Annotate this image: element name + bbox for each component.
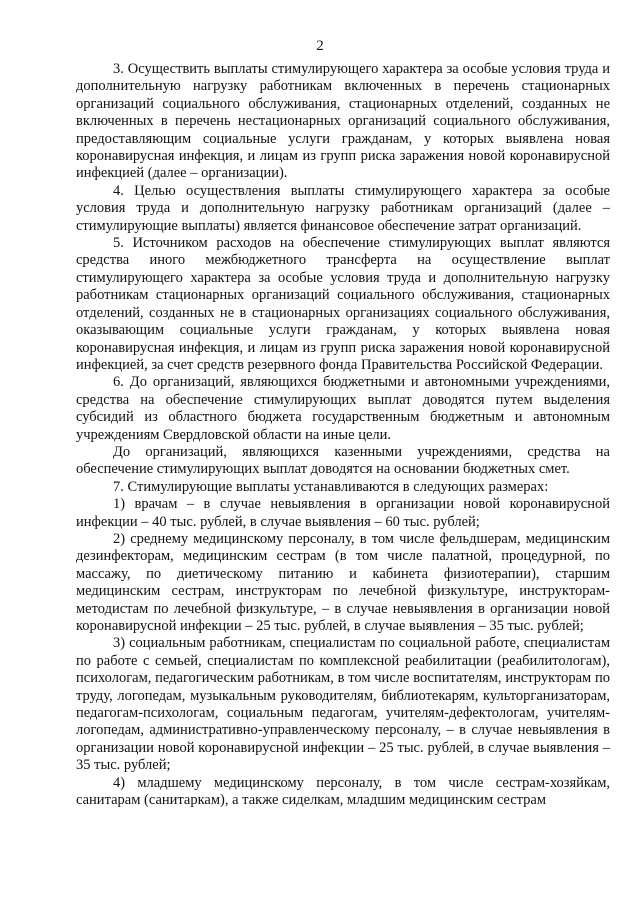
paragraph-7-item-4: 4) младшему медицинскому персоналу, в том числе сестрам-хозяйкам, санитарам (санитаркам), а также сиделкам, младшим медицинским сестрам	[76, 774, 610, 809]
paragraph-7-item-1: 1) врачам – в случае невыявления в организации новой коронавирусной инфекции – 40 тыс. рублей, в случае выявления – 60 тыс. рублей;	[76, 496, 610, 530]
paragraph-6-treasury: До организаций, являющихся казенными учреждениями, средства на обеспечение стимулирующих выплат доводятся на основании бюджетных смет.	[76, 443, 610, 478]
paragraph-3: 3. Осуществить выплаты стимулирующего характера за особые условия труда и дополнительную нагрузку работникам включенных в перечень стационарных организаций социального обслуживания, стационарных отделений, созданных не включенных в перечень нестационарных организаций социального обслуживания, предоставляющим социальные услуги гражданам, у которых выявлена новая коронавирусная инфекция, и лицам из групп риска заражения новой коронавирусной инфекцией (далее – организации).	[76, 61, 610, 182]
paragraph-6: 6. До организаций, являющихся бюджетными и автономными учреждениями, средства на обеспечение стимулирующих выплат доводятся путем выделения субсидий из областного бюджета государственным бюджетным и автономным учреждениям Свердловской области на иные цели.	[76, 374, 610, 443]
paragraph-7-item-3: 3) социальным работникам, специалистам по социальной работе, специалистам по работе с семьей, специалистам по комплексной реабилитации (реабилитологам), психологам, педагогическим работникам, в том числе воспитателям, инструкторам по труду, логопедам, музыкальным руководителям, библиотекарям, культорганизаторам, педагогам-психологам, социальным педагогам, учителям-дефектологам, учителям-логопедам, административно-управленческому персоналу, – в случае невыявления в организации новой коронавирусной инфекции – 25 тыс. рублей, в случае выявления – 35 тыс. рублей;	[76, 635, 610, 774]
paragraph-7-item-2: 2) среднему медицинскому персоналу, в том числе фельдшерам, медицинским дезинфекторам, медицинским сестрам (в том числе палатной, процедурной, по массажу, по диетическому питанию и кабинета физиотерапии), старшим медицинским сестрам, инструкторам по лечебной физкультуре, инструкторам-методистам по лечебной физкультуре, – в случае невыявления в организации новой коронавирусной инфекции – 25 тыс. рублей, в случае выявления – 35 тыс. рублей;	[76, 530, 610, 634]
paragraph-4: 4. Целью осуществления выплаты стимулирующего характера за особые условия труда и дополнительную нагрузку работникам организаций (далее – стимулирующие выплаты) является финансовое обеспечение затрат организаций.	[76, 182, 610, 234]
paragraph-5: 5. Источником расходов на обеспечение стимулирующих выплат являются средства иного межбюджетного трансферта на осуществление выплат стимулирующего характера за особые условия труда и дополнительную нагрузку работникам стационарных организаций социального обслуживания, стационарных отделений, созданных не в стационарных организациях социального обслуживания, оказывающим социальные услуги гражданам, у которых выявлена новая коронавирусная инфекция, и лицам из групп риска заражения новой коронавирусной инфекцией, за счет средств резервного фонда Правительства Российской Федерации.	[76, 235, 610, 373]
paragraph-7: 7. Стимулирующие выплаты устанавливаются в следующих размерах:	[113, 478, 549, 495]
document-body	[76, 61, 610, 809]
page-number: 2	[316, 38, 324, 54]
